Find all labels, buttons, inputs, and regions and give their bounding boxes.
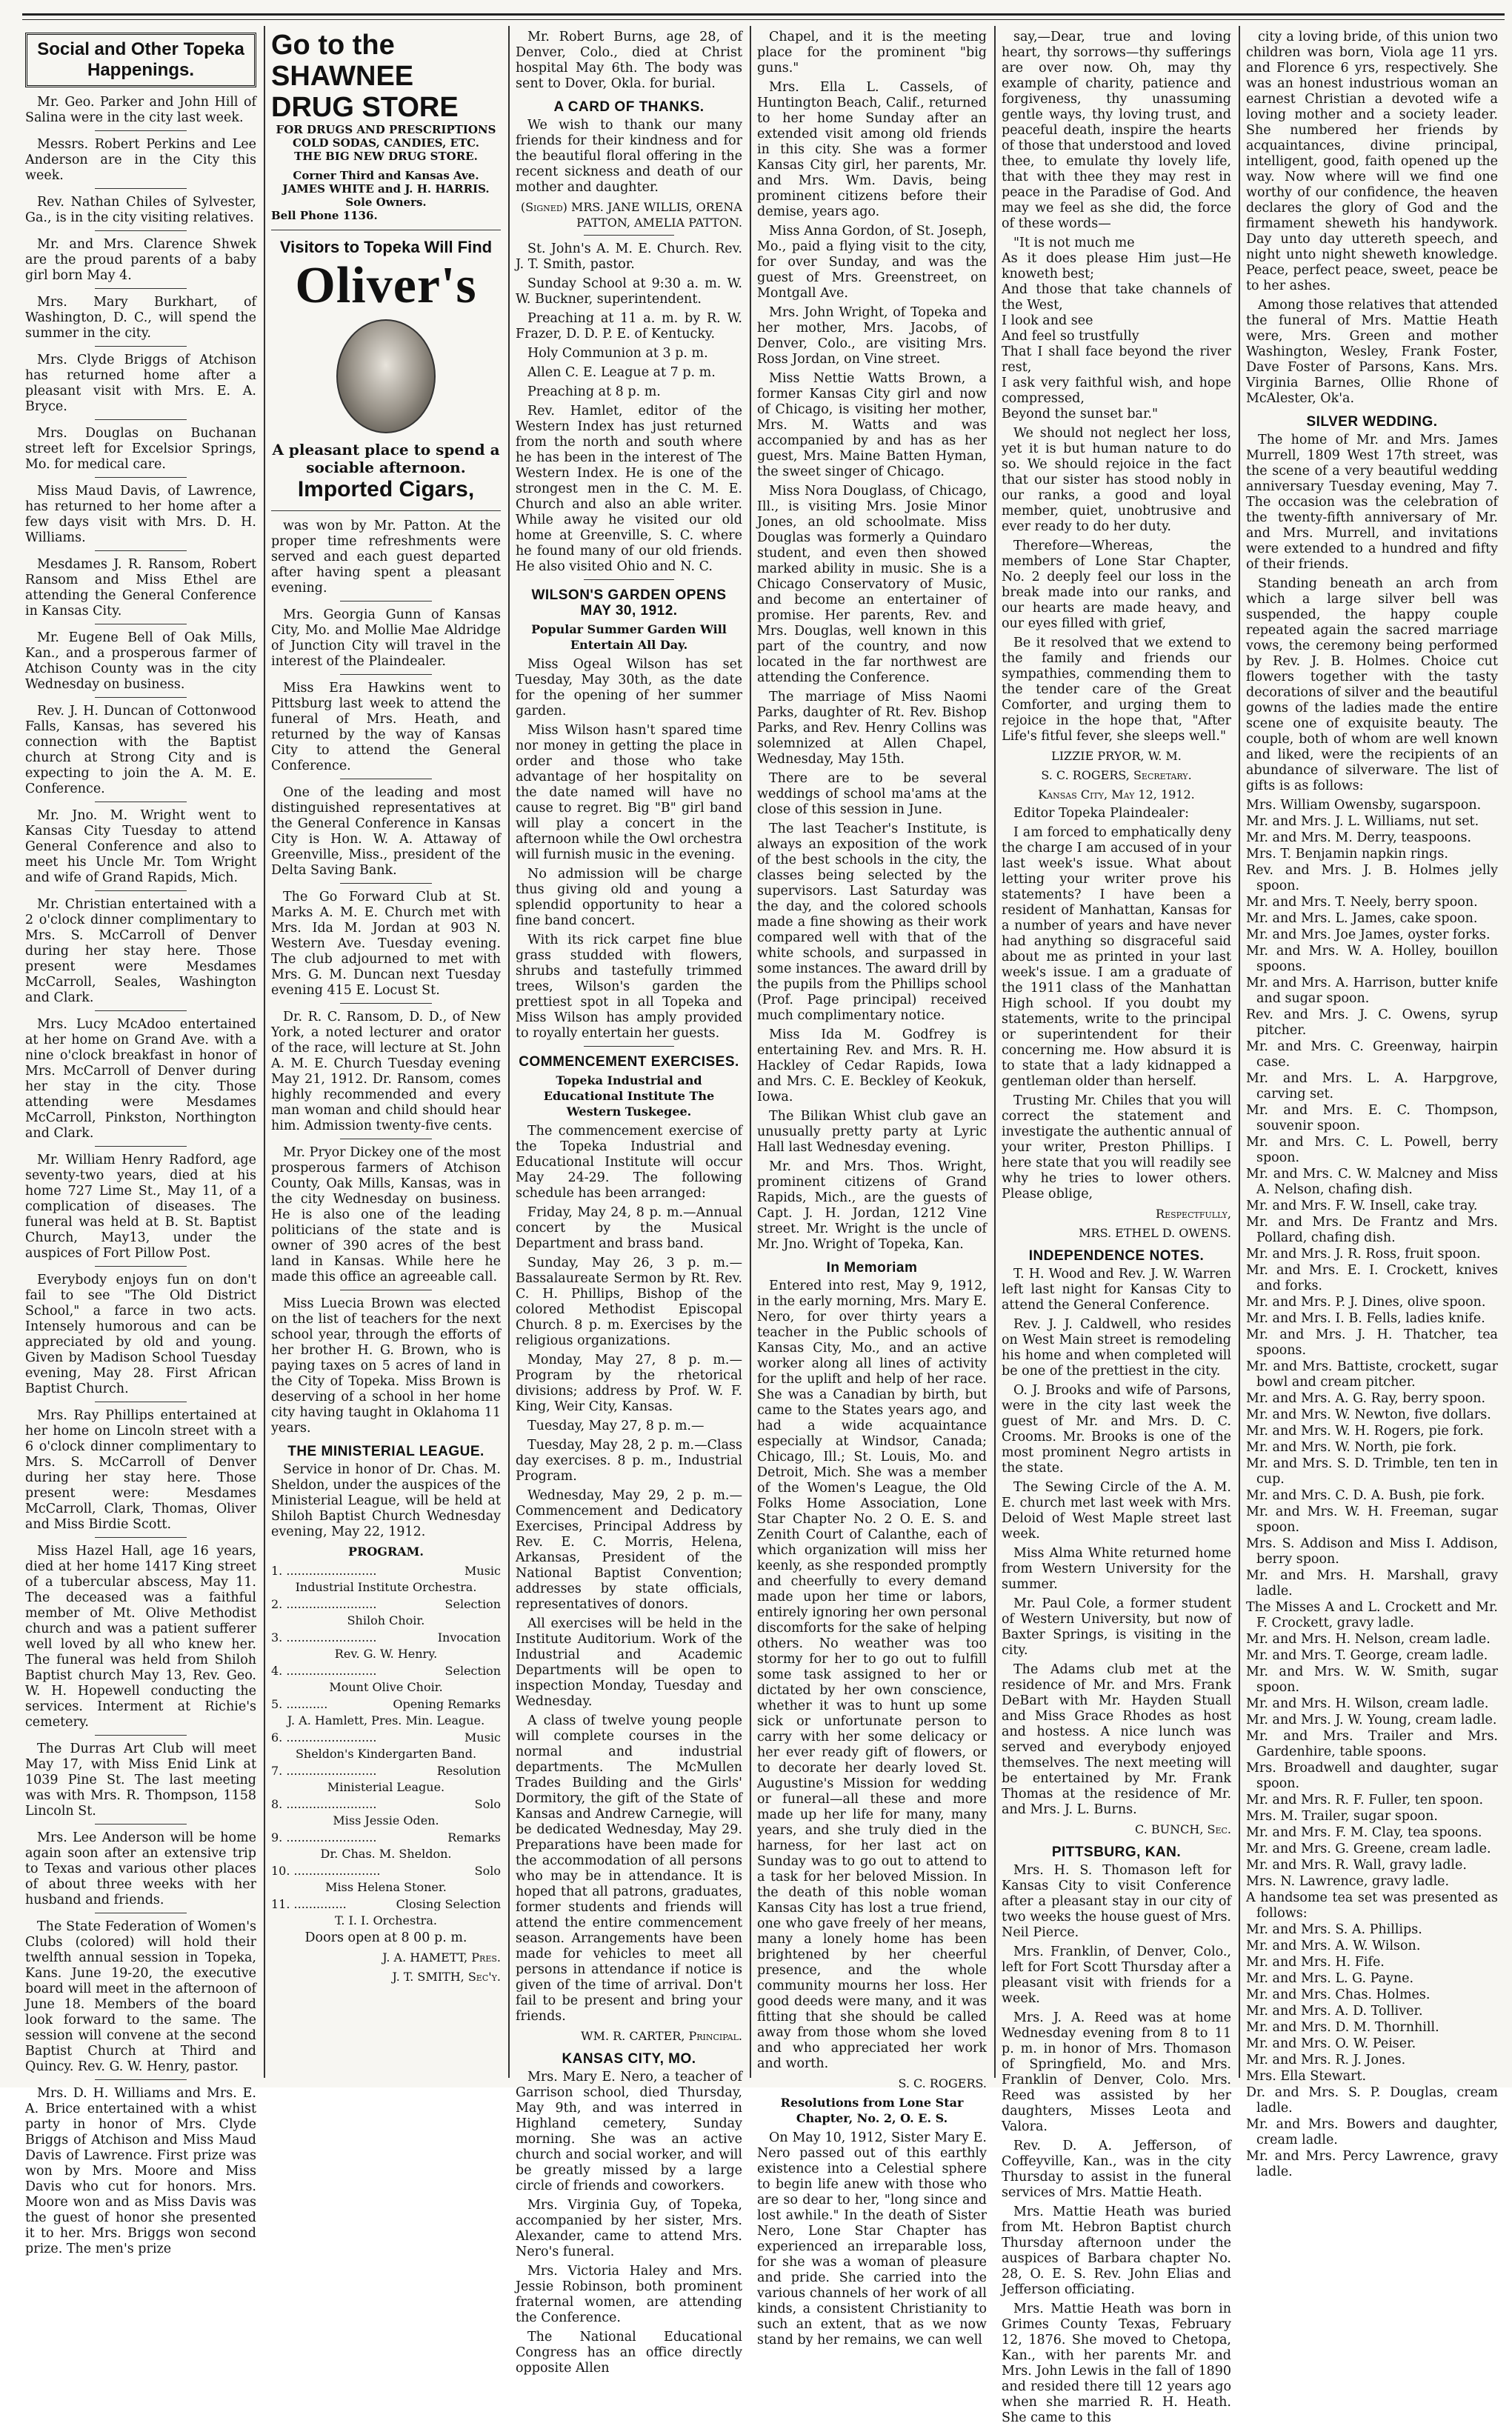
signature: J. A. HAMETT, Pres.: [382, 1950, 501, 1965]
program-entry: [271, 1697, 501, 1712]
divider: [95, 1010, 187, 1011]
divider: [95, 1735, 187, 1736]
commencement-heading: COMMENCEMENT EXERCISES.: [519, 1054, 739, 1070]
program-item: Remarks: [447, 1830, 501, 1845]
divider: [95, 1824, 187, 1825]
gift-entry: Mr. and Mrs. L. A. Harpgrove, carving set.: [1246, 1071, 1498, 1102]
news-item: No admission will be charge thus giving old and young a splendid opportunity to hear a fine band concert.: [516, 867, 742, 928]
divider: [95, 346, 187, 347]
ad-line: COLD SODAS, CANDIES, ETC.: [292, 136, 480, 150]
news-item: I am forced to emphatically deny the charge I am accused of in your last week's issue. What about letting your writer prove his statements? I have been a resident of Manhattan, Kansas for a number of years and have never had anything so disgraceful said about me as printed in your last week's issue. I am a graduate of the 1911 class of the Manhattan High school. If you doubt my statements, write to the principal or superintendent for their concerning me. How absurd it is to state that a lady kidnapped a gentleman older than herself.: [1002, 825, 1231, 1089]
gift-entry: Mr. and Mrs. A. Harrison, butter knife and sugar spoon.: [1246, 976, 1498, 1006]
signature: (Signed) MRS. JANE WILLIS, ORENA PATTON, AMELIA PATTON.: [520, 200, 742, 230]
doors-open: Doors open at 8 00 p. m.: [304, 1930, 467, 1945]
news-item: Monday, May 27, 8 p. m.—Program by the rhetorical divisions; address by Prof. W. F. King, Weir City, Kansas.: [516, 1353, 742, 1414]
news-item: The Bilikan Whist club gave an unusually pretty party at Lyric Hall last Wednesday evening.: [757, 1109, 987, 1155]
gift-entry: Mr. and Mrs. R. F. Fuller, ten spoon.: [1246, 1793, 1484, 1807]
gift-entry: Mrs. N. Lawrence, gravy ladle.: [1246, 1874, 1450, 1889]
program-performer: Shiloh Choir.: [347, 1613, 425, 1627]
news-item: Mrs. Clyde Briggs of Atchison has returned home after a pleasant visit with Mrs. E. A. Bryce.: [25, 353, 256, 414]
divider: [584, 235, 674, 236]
news-item: St. John's A. M. E. Church. Rev. J. T. Smith, pastor.: [516, 241, 742, 272]
news-item: Miss Wilson hasn't spared time nor money in getting the place in order and those who take advantage of her hospitality on the date named will have no cause to regret. Big "B" girl band will play a concert in the afternoon while the Owl orchestra will furnish music in the evening.: [516, 723, 742, 862]
gift-entry: Mr. and Mrs. Joe James, oyster forks.: [1246, 927, 1491, 942]
news-item: The home of Mr. and Mrs. James Murrell, 1809 West 17th street, was the scene of a very beautiful wedding anniversary Tuesday evening, May 7. The occasion was the celebration of the twenty-fifth anniversary of Mr. and Mrs. Murrell, and invitations were extended to a hundred and fifty of their friends.: [1246, 433, 1498, 572]
program-entry: [271, 1764, 501, 1779]
ad-olivers-tagline: A pleasant place to spend a sociable afternoon.: [272, 441, 500, 476]
gift-entry: Mr. and Mrs. A. W. Wilson.: [1246, 1939, 1421, 1953]
program-item: Solo: [474, 1797, 501, 1811]
news-item: Mrs. Virginia Guy, of Topeka, accompanied by her sister, Mrs. Alexander, came to attend Mrs. Nero's funeral.: [516, 2198, 742, 2259]
program-item: Solo: [474, 1864, 501, 1878]
gift-entry: Mr. and Mrs. P. J. Dines, olive spoon.: [1246, 1295, 1486, 1310]
news-item: Standing beneath an arch from which a large silver bell was suspended, the happy couple repeated again the sacred marriage vows, the ceremony being performed by Rev. J. B. Holmes. Choice cut flowers together with the tasty decorations of silver and the beautiful gowns of the ladies made the entire scene one of exquisite beauty. The couple, both of whom are well known and liked, were the recipients of an abundance of silverware. The list of gifts is as follows:: [1246, 576, 1498, 793]
news-item: Miss Ida M. Godfrey is entertaining Rev. and Mrs. R. H. Hackley of Cedar Rapids, Iowa and Mrs. C. E. Beckley of Keokuk, Iowa.: [757, 1027, 987, 1104]
news-item: Sunday School at 9:30 a. m. W. W. Buckner, superintendent.: [516, 276, 742, 307]
gift-entry: Mr. and Mrs. R. J. Jones.: [1246, 2053, 1406, 2067]
letter-items: [1002, 806, 1231, 1202]
independence-notes-heading: INDEPENDENCE NOTES.: [1028, 1248, 1205, 1264]
news-item: Mrs. Mary E. Nero, a teacher of Garrison school, died Thursday, May 9th, and was interred in Highland cemetery, Sunday morning. She was an active church and social worker, and will be greatly missed by a large circle of friends and coworkers.: [516, 2070, 742, 2193]
column-1: [25, 30, 256, 2256]
news-item: The last Teacher's Institute, is always an exposition of the work of the best schools in the city, the classes being selected by the supervisors. Last Saturday was the day, and the colored schools made a fine showing as their work compared well with that of the white schools, and surpassed in some instances. The award drill by the pupils from the Phillips school (Prof. Page principal) received much complimentary notice.: [757, 822, 987, 1023]
news-item: Dr. R. C. Ransom, D. D., of New York, a noted lecturer and orator of the race, will lecture at St. John A. M. E. Church Tuesday evening May 21, 1912. Dr. Ransom, comes highly recommended and every man woman and child should hear him. Admission twenty-five cents.: [271, 1010, 501, 1133]
news-item: Mrs. Lee Anderson will be home again soon after an extensive trip to Texas and various other places of about three weeks with her husband and friends.: [25, 1830, 256, 1907]
news-item: Mrs. J. A. Reed was at home Wednesday evening from 8 to 11 p. m. in honor of Mrs. Thomason of Springfield, Mo. and Mrs. Franklin of Denver, Colo. Mrs. Reed was assisted by her daughters, Misses Leota and Valora.: [1002, 2010, 1231, 2134]
gift-entry: Mrs. S. Addison and Miss I. Addison, berry spoon.: [1246, 1536, 1498, 1567]
column-rule: [264, 26, 265, 2078]
divider: [584, 579, 674, 580]
gift-entry: Mr. and Mrs. E. I. Crockett, knives and forks.: [1246, 1263, 1498, 1293]
news-item: There are to be several weddings of school ma'ams at the close of this session in June.: [757, 771, 987, 817]
silver-wedding-heading: SILVER WEDDING.: [1306, 414, 1438, 430]
news-item: Messrs. Robert Perkins and Lee Anderson are in the City this week.: [25, 137, 256, 183]
divider: [95, 890, 187, 891]
divider: [95, 288, 187, 289]
gift-entry: Mr. and Mrs. C. D. A. Bush, pie fork.: [1246, 1488, 1485, 1503]
gift-entry: Mr. and Mrs. W. A. Holley, bouillon spoons.: [1246, 944, 1498, 974]
in-memoriam-items: [757, 1279, 987, 2072]
in-memoriam-heading: In Memoriam: [826, 1260, 918, 1276]
kansas-city-heading: KANSAS CITY, MO.: [562, 2051, 696, 2067]
program-performer: Rev. G. W. Henry.: [334, 1647, 438, 1661]
gift-entry: Mr. and Mrs. W. North, pie fork.: [1246, 1440, 1457, 1455]
news-item: Miss Ogeal Wilson has set Tuesday, May 30th, as the date for the opening of her summer garden.: [516, 657, 742, 719]
program-item: Invocation: [437, 1630, 501, 1644]
ad-olivers-lead: Visitors to Topeka Will Find: [279, 238, 493, 256]
column-6-items: [1246, 30, 1498, 407]
signature: WM. R. CARTER, Principal.: [581, 2029, 742, 2043]
news-item: Mr. William Henry Radford, age seventy-two years, died at his home 727 Lime St., May 11, of a complication of diseases. The funeral was held at B. St. Baptist Church, May13, under the auspices of Fort Pillow Post.: [25, 1153, 256, 1261]
news-item: Miss Alma White returned home from Western University for the summer.: [1002, 1546, 1231, 1592]
gift-entry: Mr. and Mrs. T. George, cream ladle.: [1246, 1648, 1488, 1663]
news-item: Mr. and Mrs. Clarence Shwek are the proud parents of a baby girl born May 4.: [25, 237, 256, 283]
gift-entry: Mr. and Mrs. S. D. Trimble, ten ten in cup.: [1246, 1456, 1498, 1487]
top-border: [22, 13, 1505, 16]
news-item: Rev. J. H. Duncan of Cottonwood Falls, Kansas, has severed his connection with the Baptist church at Strong City and is expecting to join the A. M. E. Conference.: [25, 704, 256, 796]
column-6: [1246, 30, 1498, 2179]
gift-entry: Mr. and Mrs. S. A. Phillips.: [1246, 1922, 1422, 1937]
news-item: One of the leading and most distinguished representatives at the General Conference in Kansas City is Hon. W. A. Attaway of Greenville, Miss., president of the Delta Saving Bank.: [271, 785, 501, 878]
column-4-items: [757, 30, 987, 1253]
program-entry: [271, 1830, 501, 1845]
program-performer: J. A. Hamlett, Pres. Min. League.: [287, 1713, 485, 1727]
gift-entry: Mr. and Mrs. J. W. Young, cream ladle.: [1246, 1713, 1497, 1727]
gift-entry: A handsome tea set was presented as follows:: [1246, 1890, 1498, 1921]
column-5-items: [1002, 30, 1231, 744]
news-item: Mrs. D. H. Williams and Mrs. E. A. Brice entertained with a whist party in honor of Mrs. Clyde Briggs of Atchison and Miss Maud Davis of Lawrence. First prize was won by Mrs. Moore and Miss Davis who cut for honors. Mrs. Moore won and as Miss Davis was the guest of honor she presented it to her. Mrs. Briggs won second prize. The men's prize: [25, 2086, 256, 2256]
gift-entry: Mr. and Mrs. J. L. Williams, nut set.: [1246, 814, 1479, 829]
news-item: Miss Luecia Brown was elected on the list of teachers for the next school year, through the efforts of her brother H. G. Brown, who is paying taxes on 5 acres of land in the City of Topeka. Miss Brown is deserving of a school in her home city having taught in Oklahoma 11 years.: [271, 1296, 501, 1436]
news-item: Mr. Geo. Parker and John Hill of Salina were in the city last week.: [25, 95, 256, 125]
news-item: Mrs. H. S. Thomason left for Kansas City to visit Conference after a pleasant stay in our city of two weeks the house guest of Mrs. Neil Pierce.: [1002, 1863, 1231, 1940]
gift-entry: Rev. and Mrs. J. C. Owens, syrup pitcher.: [1246, 1007, 1498, 1038]
program-number: 2. ........................: [271, 1597, 377, 1611]
news-item: A class of twelve young people will complete courses in the normal and industrial departments. The McMullen Trades Building and the Girls' Dormitory, the gift of the State of Kansas and Andrew Carnegie, will be dedicated Wednesday, May 29. Preparations have been made for the accommodation of all persons who may be in attendance. It is hoped that all patrons, graduates, former students and friends will attend the entire commencement season. Arrangements have been made for vehicles to meet all persons in attendance if notice is given of the time of arrival. Don't fail to be present and bring your friends.: [516, 1713, 742, 2024]
signature: Kansas City, May 12, 1912.: [1038, 787, 1195, 802]
gift-entry: Mr. and Mrs. J. R. Ross, fruit spoon.: [1246, 1247, 1481, 1262]
gift-entry: Mr. and Mrs. W. H. Rogers, pie fork.: [1246, 1424, 1484, 1439]
news-item: was won by Mr. Patton. At the proper time refreshments were served and each guest departed after having spent a pleasant evening.: [271, 519, 501, 596]
ministerial-league-text: Service in honor of Dr. Chas. M. Sheldon, under the auspices of the Ministerial League, will be held at Shiloh Baptist Church Wednesday evening, May 22, 1912.: [271, 1462, 501, 1539]
program-number: 10. .......................: [271, 1864, 381, 1878]
wilsons-garden-items: [516, 657, 742, 1042]
program-number: 9. ........................: [271, 1830, 377, 1845]
news-item: Tuesday, May 27, 8 p. m.—: [527, 1419, 705, 1433]
news-item: Among those relatives that attended the funeral of Mrs. Mattie Heath were, Mrs. Green and mother Washington, Wesley, Frank Foster, Dave Foster of Parsons, Kans. Mrs. Virginia Barnes, Ollie Rhone of McAlester, Ok'a.: [1246, 298, 1498, 406]
program-entry: [271, 1564, 501, 1579]
signature: LIZZIE PRYOR, W. M.: [1051, 749, 1182, 763]
program-performer: T. I. I. Orchestra.: [335, 1913, 437, 1927]
news-item: Mesdames J. R. Ransom, Robert Ransom and Miss Ethel are attending the General Conference in Kansas City.: [25, 557, 256, 619]
portrait-image: [336, 319, 436, 433]
program-number: 7. ........................: [271, 1764, 377, 1778]
card-of-thanks-text: We wish to thank our many friends for their kindness and for the beautiful floral offering in the recent sickness and death of our mother and daughter.: [516, 118, 742, 195]
gift-entry: Mr. and Mrs. W. W. Smith, sugar spoon.: [1246, 1664, 1498, 1695]
divider: [95, 477, 187, 478]
gift-entry: Mrs. William Owensby, sugarspoon.: [1246, 798, 1482, 813]
news-item: Trusting Mr. Chiles that you will correct the statement and investigate the authentic annual of your writer, Preston Phillips. I here state that you will readily see why he tries to lower others. Please oblige,: [1002, 1093, 1232, 1202]
ad-line: Sole Owners.: [345, 196, 427, 209]
news-item: Mr. Jno. M. Wright went to Kansas City Tuesday to attend General Conference and also to meet his Uncle Mr. Tom Wright and wife of Grand Rapids, Mich.: [25, 808, 256, 885]
ad-line: THE BIG NEW DRUG STORE.: [294, 150, 478, 163]
news-item: The State Federation of Women's Clubs (colored) will hold their twelfth annual session in Topeka, Kans. June 19-20, the executive board will meet in the afternoon of June 18. Members of the board look forward to the same. The session will convene at the second Baptist Church at Third and Quincy. Rev. G. W. Henry, pastor.: [25, 1919, 256, 2074]
divider: [95, 550, 187, 551]
news-item: Tuesday, May 28, 2 p. m.—Class day exercises. 8 p. m., Industrial Program.: [516, 1438, 742, 1484]
column-rule: [1239, 26, 1240, 2078]
program-entry: [271, 1664, 501, 1679]
divider: [95, 1146, 187, 1147]
news-item: Holy Communion at 3 p. m.: [527, 346, 708, 361]
news-item: T. H. Wood and Rev. J. W. Warren left last night for Kansas City to attend the General Conference.: [1002, 1267, 1231, 1313]
ad-olivers-cigars: Imported Cigars,: [297, 477, 475, 501]
gift-entry: Mr. and Mrs. M. Derry, teaspoons.: [1246, 830, 1472, 845]
news-item: Friday, May 24, 8 p. m.—Annual concert by the Musical Department and brass band.: [516, 1205, 742, 1251]
news-item: Mrs. Franklin, of Denver, Colo., left for Fort Scott Thursday after a pleasant visit with friends for a week.: [1002, 1945, 1231, 2006]
gift-entry: Mr. and Mrs. Bowers and daughter, cream ladle.: [1246, 2117, 1498, 2147]
program-entry: [271, 1730, 501, 1745]
news-item: The Adams club met at the residence of Mr. and Mrs. Frank DeBart with Mr. Hayden Stuall and Miss Grace Rhodes as host and hostess. A nice lunch was served and everybody enjoyed themselves. The next meeting will be entertained by Mr. Frank Thomas at the residence of Mr. and Mrs. J. L. Burns.: [1002, 1662, 1231, 1817]
news-item: Mrs. Lucy McAdoo entertained at her home on Grand Ave. with a nine o'clock breakfast in honor of Mrs. McCarroll of Denver during her stay in the city. Those attending were Mesdames McCarroll, Pinkston, Northington and Clark.: [25, 1017, 256, 1141]
resolutions-items: [757, 2130, 987, 2348]
signature: C. BUNCH, Sec.: [1135, 1822, 1231, 1836]
news-item: The Sewing Circle of the A. M. E. church met last week with Mrs. Deloid of West Maple street last week.: [1002, 1480, 1231, 1542]
divider: [95, 188, 187, 189]
program-number: 3. ........................: [271, 1630, 377, 1644]
gift-entry: Mr. and Mrs. A. D. Tolliver.: [1246, 2004, 1423, 2019]
gift-entry: Mr. and Mrs. D. M. Thornhill.: [1246, 2020, 1439, 2035]
ad-olivers: [271, 238, 501, 511]
program-number: 6. ........................: [271, 1730, 377, 1744]
gift-entry: Mrs. Ella Stewart.: [1246, 2069, 1367, 2084]
news-item: The National Educational Congress has an office directly opposite Allen: [516, 2330, 742, 2376]
program-heading: PROGRAM.: [348, 1544, 424, 1559]
divider: [95, 1537, 187, 1538]
news-item: Rev. J. J. Caldwell, who resides on West Main street is remodeling his home and when completed will be one of the prettiest in the city.: [1002, 1317, 1231, 1379]
divider: [95, 130, 187, 131]
divider: [340, 1003, 432, 1004]
program-performer: Miss Helena Stoner.: [325, 1880, 447, 1894]
pittsburg-items: [1002, 1863, 1231, 2426]
column-2: [271, 30, 501, 2074]
pittsburg-heading: PITTSBURG, KAN.: [1051, 1845, 1182, 1860]
wilsons-garden-subheading: Popular Summer Garden Will Entertain All Day.: [531, 622, 727, 652]
news-item: Chapel, and it is the meeting place for the prominent "big guns.": [757, 30, 987, 76]
gift-entry: Mrs. M. Trailer, sugar spoon.: [1246, 1809, 1438, 1824]
gift-entry: Mr. and Mrs. F. M. Clay, tea spoons.: [1246, 1825, 1482, 1840]
news-item: Miss Anna Gordon, of St. Joseph, Mo., paid a flying visit to the city, for over Sunday, and was the guest of Mrs. Greenstreet, on Montgall Ave.: [757, 224, 987, 301]
divider: [340, 883, 432, 884]
gift-entry: Dr. and Mrs. S. P. Douglas, cream ladle.: [1246, 2085, 1498, 2116]
news-item: Rev. Hamlet, editor of the Western Index has just returned from the north and south where he has been in the interest of The Western Index. He is one of the strongest men in the C. M. E. Church and also an able writer. While away he visited our old home at Greenville, S. C. where he found many of our old friends. He also visited Ohio and N. C.: [516, 404, 742, 574]
column-4: [757, 30, 987, 2347]
gift-entry: Mr. and Mrs. E. C. Thompson, souvenir spoon.: [1246, 1103, 1498, 1133]
program-item: Selection: [444, 1597, 501, 1611]
column-2-items: [271, 519, 501, 1436]
news-item: "It is not much me As it does please Him just—He knoweth best; And those that take channels of the West, I look and see And feel so trustfully That I shall face beyond the river rest, I ask very faithful wish, and hope compressed, Beyond the sunset bar.": [1002, 236, 1231, 421]
news-item: Mr. Christian entertained with a 2 o'clock dinner complimentary to Mrs. S. McCarroll of Denver during her stay here. Those present were Mesdames McCarroll, Seales, Washington and Clark.: [25, 897, 256, 1005]
gift-entry: Mr. and Mrs. I. B. Fells, ladies knife.: [1246, 1311, 1485, 1326]
news-item: Miss Era Hawkins went to Pittsburg last week to attend the funeral of Mrs. Heath, and returned by the way of Kansas City to attend the General Conference.: [271, 681, 501, 773]
gift-entry: Mr. and Mrs. Trailer and Mrs. Gardenhire, table spoons.: [1246, 1729, 1498, 1759]
gift-entry: Mr. and Mrs. H. Fife.: [1246, 1955, 1385, 1970]
news-item: Entered into rest, May 9, 1912, in the early morning, Mrs. Mary E. Nero, for over thirty years a teacher in the Public schools of Kansas City, Mo., and an active worker along all lines of activity for the uplift and help of her race. She was a Canadian by birth, but came to the States years ago, and had a wide acquaintance especially at Windsor, Canada; Chicago, Ill.; St. Louis, Mo. and Detroit, Mich. She was a member of the Women's League, the Old Folks Home Association, Lone Star Chapter No. 2 O. E. S. and Zenith Court of Calanthe, each of which organization will miss her keenly, as she responded promptly and cheerfully to every demand made upon her time or labors, entirely ignoring her own personal discomforts for the sake of helping others. No weather was too stormy for her to go out to fulfill some task assigned to her or dictated by her own conscience, whether it was to hunt up some sick or unfortunate person to carry with her some delicacy or her ever ready gift of flowers, or to decorate her dearly loved St. Augustine's Mission for wedding or funeral—all these and more made up her life for many, many years, and she truly died in the harness, for her last act on Sunday was to go out to attend to a task for her beloved Mission. In the death of this noble woman Kansas City has lost a true friend, one who gave freely of her means, many a lonely home has been brightened by her cheerful presence, and the whole community mourns her loss. Her good deeds were many, and it was fitting that she should be called away from those whom she loved and who appreciated her work and worth.: [757, 1279, 987, 2071]
news-item: Mr. Eugene Bell of Oak Mills, Kan., and a prosperous farmer of Atchison County was in the city Wednesday on business.: [25, 630, 256, 692]
program-performer: Miss Jessie Oden.: [333, 1813, 439, 1827]
news-item: Therefore—Whereas, the members of Lone Star Chapter, No. 2 deeply feel our loss in the break made into our ranks, and our hearts are made heavy, and our eyes filled with grief,: [1002, 539, 1231, 631]
news-item: Be it resolved that we extend to the family and friends our sympathies, commending them to the tender care of the Great Comforter, and urging them to rejoice in the hope that, "After Life's fitful fever, she sleeps well.": [1002, 636, 1231, 744]
ad-line: FOR DRUGS AND PRESCRIPTIONS: [276, 123, 496, 136]
news-item: O. J. Brooks and wife of Parsons, were in the city last week the guest of Mr. and Mrs. D. C. Crooms. Mr. Brooks is one of the most prominent Negro artists in the state.: [1002, 1383, 1231, 1476]
gift-entry: Mr. and Mrs. W. Newton, five dollars.: [1246, 1407, 1491, 1422]
program-entry: [271, 1864, 501, 1879]
section-header-social: Social and Other Topeka Happenings.: [25, 33, 256, 87]
column-rule: [994, 26, 996, 2078]
gift-entry: Mr. and Mrs. H. Nelson, cream ladle.: [1246, 1632, 1491, 1647]
resolutions-heading: Resolutions from Lone Star Chapter, No. 2, O. E. S.: [780, 2096, 964, 2125]
news-item: Mrs. Victoria Haley and Mrs. Jessie Robinson, both prominent fraternal women, are attending the Conference.: [516, 2264, 742, 2325]
news-item: Mrs. Douglas on Buchanan street left for Excelsior Springs, Mo. for medical care.: [25, 426, 256, 472]
divider: [584, 1046, 674, 1047]
news-item: say,—Dear, true and loving heart, thy sorrows—thy sufferings are over now. Oh, may thy example of charity, patience and forgiveness, thy unassuming gentle ways, thy loving trust, and peaceful death, inspire the hearts of those that understood and loved thee, to emulate thy lovely life, that with thee they may rest in peace in the Paradise of God. And may we feel as she did, the force of these words—: [1002, 30, 1232, 231]
news-item: Mr. and Mrs. Thos. Wright, prominent citizens of Grand Rapids, Mich., are the guests of Capt. J. H. Jordan, 1212 Vine street. Mr. Wright is the uncle of Mr. Jno. Wright of Topeka, Kan.: [757, 1159, 987, 1252]
gift-entry: Mr. and Mrs. A. G. Ray, berry spoon.: [1246, 1391, 1486, 1406]
program-number: 8. ........................: [271, 1797, 377, 1811]
program-number: 4. ........................: [271, 1664, 377, 1678]
news-item: Mrs. Mattie Heath was born in Grimes County Texas, February 12, 1876. She moved to Chetopa, Kan., with her parents Mr. and Mrs. John Lewis in the fall of 1890 and resided there till 12 years ago when she married R. H. Heath. She came to this: [1002, 2302, 1231, 2425]
gift-entry: Mr. and Mrs. J. H. Thatcher, tea spoons.: [1246, 1327, 1498, 1358]
gift-entry: Mr. and Mrs. Battiste, crockett, sugar bowl and cream pitcher.: [1246, 1359, 1498, 1390]
news-item: Rev. Nathan Chiles of Sylvester, Ga., is in the city visiting relatives.: [25, 195, 256, 225]
program-entry: [271, 1797, 501, 1812]
gift-entry: Mr. and Mrs. F. W. Insell, cake tray.: [1246, 1199, 1478, 1213]
gift-entry: Mr. and Mrs. L. G. Payne.: [1246, 1971, 1414, 1986]
gift-entry: Mr. and Mrs. H. Marshall, gravy ladle.: [1246, 1568, 1498, 1599]
independence-notes-items: [1002, 1267, 1231, 1818]
program-entry: [271, 1897, 501, 1912]
gift-entry: The Misses A and L. Crockett and Mr. F. Crockett, gravy ladle.: [1246, 1600, 1498, 1630]
gift-entry: Mr. and Mrs. H. Wilson, cream ladle.: [1246, 1696, 1489, 1711]
ad-line: JAMES WHITE and J. H. HARRIS.: [282, 182, 490, 196]
gift-entry: Mr. and Mrs. C. W. Malcney and Miss A. Nelson, chafing dish.: [1246, 1167, 1498, 1197]
news-item: city a loving bride, of this union two children was born, Viola age 11 yrs. and Florence 6 yrs, respectively. She was an honest industrious woman an earnest Christian a devoted wife a loving mother and a society leader. She numbered her friends by acquaintances, divine principal, intelligent, good, faith opened up the way. Now where will we find one worthy of our confidence, the heaven declares the glory of God and the firmament sheweth his handywork. Day unto day uttereth speech, and night unto night sheweth knowledge. Peace, perfect peace, sweet, peace be to her ashes.: [1246, 30, 1498, 293]
program-number: 1. ........................: [271, 1564, 377, 1578]
news-item: The Go Forward Club at St. Marks A. M. E. Church met with Mrs. Ida M. Jordan at 903 N. Western Ave. Tuesday evening. The club adjourned to met with Mrs. G. M. Duncan next Tuesday evening 415 E. Locust St.: [271, 890, 501, 998]
signature: MRS. ETHEL D. OWENS.: [1079, 1226, 1231, 1240]
column-rule: [508, 26, 510, 2078]
ad-olivers-name: Oliver's: [295, 257, 477, 314]
news-item: We should not neglect her loss, yet it is but human nature to do so. We should rejoice in the fact that our sister has stood nobly in our ranks, a good and loyal member, quiet, unobtrusive and ever ready to do her duty.: [1002, 426, 1231, 534]
silver-wedding-items: [1246, 433, 1498, 794]
column-3: [516, 30, 742, 2376]
signature: Respectfully,: [1156, 1207, 1231, 1221]
news-item: With its rick carpet fine blue grass studded with flowers, shrubs and tastefully trimmed trees, Wilson's garden the prettiest spot in all Topeka and Miss Wilson has amply provided to royally entertain her guests.: [516, 933, 742, 1041]
news-item: Preaching at 8 p. m.: [527, 384, 661, 399]
news-item: Mrs. Ella L. Cassels, of Huntington Beach, Calif., returned to her home Sunday after an extended visit among old friends in this city. She was a former Kansas City girl, her parents, Mr. and Mrs. Wm. Davis, being prominent citizens before their demise, years ago.: [757, 80, 987, 219]
gift-entry: Mr. and Mrs. G. Greene, cream ladle.: [1246, 1842, 1491, 1856]
divider: [95, 1266, 187, 1267]
gift-entry: Mr. and Mrs. R. Wall, gravy ladle.: [1246, 1858, 1467, 1873]
program-item: Selection: [444, 1664, 501, 1678]
commencement-subheading: Topeka Industrial and Educational Institute The Western Tuskegee.: [543, 1073, 715, 1119]
signature: J. T. SMITH, Sec'y.: [392, 1970, 501, 1984]
program-item: Closing Selection: [396, 1897, 501, 1911]
gift-list: [1246, 798, 1498, 2180]
news-item: All exercises will be held in the Institute Auditorium. Work of the Industrial and Academic Departments will be open to inspection Monday, Tuesday and Wednesday.: [516, 1616, 742, 1709]
news-item: The commencement exercise of the Topeka Industrial and Educational Institute will occur May 24-29. The following schedule has been arranged:: [516, 1124, 742, 1201]
card-of-thanks-heading: A CARD OF THANKS.: [553, 99, 705, 115]
news-item: Miss Nora Douglass, of Chicago, Ill., is visiting Mrs. Josie Minor Jones, an old schoolmate. Miss Douglas was formerly a Quindaro student, and even then showed marked ability in music. She is a Chicago Conservatory of Music, and become an entertainer of promise. Her parents, Rev. and Mrs. Douglas, well known in this part of the country, and now located in the far northwest are attending the Conference.: [757, 484, 987, 685]
gift-entry: Mrs. Broadwell and daughter, sugar spoon.: [1246, 1761, 1498, 1791]
news-item: Mrs. Mary Burkhart, of Washington, D. C., will spend the summer in the city.: [25, 295, 256, 341]
news-item: Mrs. Georgia Gunn of Kansas City, Mo. and Mollie Mae Aldridge of Junction City will travel in the interest of the Plaindealer.: [271, 607, 501, 669]
news-item: On May 10, 1912, Sister Mary E. Nero passed out of this earthly existence into a Celestial sphere to begin life anew with those who are so dear to her, "long since and lost awhile." In the death of Sister Nero, Lone Star Chapter has experienced an irreparable loss, for she was a woman of pleasure and pride. She carried into the various channels of her work of all kinds, a consistent Christianity to such an extent, that as we now stand by her remains, we can well: [757, 2130, 987, 2347]
program-item: Music: [464, 1730, 501, 1744]
news-item: Mr. Paul Cole, a former student of Western University, but now of Baxter Springs, is visiting in the city.: [1002, 1596, 1231, 1658]
column-5: [1002, 30, 1232, 2425]
program-item: Resolution: [436, 1764, 501, 1778]
program-number: 11. ..............: [271, 1897, 347, 1911]
ministerial-league-heading: THE MINISTERIAL LEAGUE.: [287, 1444, 484, 1459]
ad-title: Go to the SHAWNEE DRUG STORE: [271, 30, 459, 123]
news-item: Mrs. John Wright, of Topeka and her mother, Mrs. Jacobs, of Denver, Colo., are visiting Mrs. Ross Jordan, on Vine street.: [757, 305, 987, 367]
news-item: Mr. Robert Burns, age 28, of Denver, Colo., died at Christ hospital May 6th. The body was sent to Dover, Okla. for burial.: [516, 30, 742, 91]
wilsons-garden-heading: WILSON'S GARDEN OPENS MAY 30, 1912.: [531, 587, 727, 619]
divider: [95, 2079, 187, 2080]
gift-entry: Rev. and Mrs. J. B. Holmes jelly spoon.: [1246, 863, 1498, 893]
news-item: Mrs. Ray Phillips entertained at her home on Lincoln street with a 6 o'clock dinner complimentary to Mrs. S. McCarroll of Denver during her stay here. Those present were: Mesdames McCarroll, Clark, Thomas, Oliver and Miss Birdie Scott.: [25, 1408, 256, 1532]
signature: S. C. ROGERS, Secretary.: [1041, 768, 1192, 782]
column-rule: [750, 26, 751, 2078]
news-item: Everybody enjoys fun on don't fail to see "The Old District School," a farce in two acts. Intensely humorous and can be appreciated by old and young. Given by Madison School Tuesday evening, May 28. First African Baptist Church.: [25, 1273, 256, 1396]
program-performer: Dr. Chas. M. Sheldon.: [320, 1847, 452, 1861]
news-item: Editor Topeka Plaindealer:: [1013, 806, 1189, 821]
ad-line: Corner Third and Kansas Ave.: [293, 169, 479, 182]
gift-entry: Mr. and Mrs. L. James, cake spoon.: [1246, 911, 1478, 926]
gift-entry: Mr. and Mrs. O. W. Peiser.: [1246, 2036, 1416, 2051]
column-1-items: [25, 95, 256, 2257]
program-performer: Industrial Institute Orchestra.: [295, 1580, 477, 1594]
news-item: Mrs. Mattie Heath was buried from Mt. Hebron Baptist church Thursday afternoon under the auspices of Barbara chapter No. 28, O. E. S. Rev. John Elias and Jefferson officiating.: [1002, 2205, 1231, 2297]
program-performer: Ministerial League.: [327, 1780, 445, 1794]
program-entry: [271, 1597, 501, 1612]
divider: [95, 230, 187, 231]
program-number: 5. ...........: [271, 1697, 328, 1711]
news-item: Wednesday, May 29, 2 p. m.—Commencement and Dedicatory Exercises, Principal Address by Rev. E. C. Morris, Helena, Arkansas, President of the National Baptist Convention; addresses by state officials, representatives of donors.: [516, 1488, 742, 1612]
news-item: Allen C. E. League at 7 p. m.: [527, 365, 716, 380]
news-item: Miss Nettie Watts Brown, a former Kansas City girl and now of Chicago, is visiting her mother, Mrs. M. Watts and was accompanied by and has as her guest, Mrs. Maine Batten Hyman, the sweet singer of Chicago.: [757, 371, 987, 479]
signature: S. C. ROGERS.: [898, 2076, 987, 2090]
ad-shawnee-drug-store: [271, 30, 501, 230]
program-item: Opening Remarks: [393, 1697, 501, 1711]
news-item: Miss Hazel Hall, age 16 years, died at her home 1417 King street of a tubercular abscess, May 11. The deceased was a faithful member of Mt. Olive Methodist church and was a patient sufferer well loved by all who knew her. The funeral was held from Shiloh Baptist church May 13, Rev. Geo. W. H. Hopewell conducting the services. Interment at Richie's cemetery.: [25, 1544, 256, 1730]
gift-entry: Mr. and Mrs. W. H. Freeman, sugar spoon.: [1246, 1504, 1498, 1535]
program-entry: [271, 1630, 501, 1645]
news-item: Sunday, May 26, 3 p. m.—Bassalaureate Sermon by Rt. Rev. C. H. Phillips, Bishop of the colored Methodist Episcopal Church. 8 p. m. Exercises by the religious organizations.: [516, 1256, 742, 1348]
program-list: [271, 1564, 501, 1928]
column-3-items: [516, 241, 742, 575]
program-performer: Mount Olive Choir.: [329, 1680, 443, 1694]
gift-entry: Mr. and Mrs. C. Greenway, hairpin case.: [1246, 1039, 1498, 1070]
news-item: Miss Maud Davis, of Lawrence, has returned to her home after a few days visit with Mrs. D. H. Williams.: [25, 484, 256, 545]
news-item: The Durras Art Club will meet May 17, with Miss Enid Link at 1039 Pine St. The last meeting was with Mrs. R. Thompson, 1158 Lincoln St.: [25, 1742, 256, 1819]
news-item: The marriage of Miss Naomi Parks, daughter of Rt. Rev. Bishop Parks, and Rev. Henry Collins was solemnized at Allen Chapel, Wednesday, May 15th.: [757, 690, 987, 767]
divider: [95, 419, 187, 420]
ad-line: Bell Phone 1136.: [271, 209, 378, 222]
news-item: Rev. D. A. Jefferson, of Coffeyville, Kan., was in the city Thursday to assist in the funeral services of Mrs. Mattie Heath.: [1002, 2139, 1231, 2200]
top-border-thin: [22, 19, 1505, 20]
gift-entry: Mrs. T. Benjamin napkin rings.: [1246, 847, 1448, 862]
divider: [340, 674, 432, 675]
commencement-items: [516, 1124, 742, 2025]
kansas-city-items: [516, 2070, 742, 2376]
gift-entry: Mr. and Mrs. T. Neely, berry spoon.: [1246, 895, 1478, 910]
gift-entry: Mr. and Mrs. De Frantz and Mrs. Pollard, chafing dish.: [1246, 1215, 1498, 1245]
news-item: Mr. Pryor Dickey one of the most prosperous farmers of Atchison County, Oak Mills, Kansas, was in the city Wednesday on business. He is also one of the leading politicians of the state and is owner of 390 acres of the best land in Kansas. While here he made this office an agreeable call.: [271, 1145, 501, 1284]
program-item: Music: [464, 1564, 501, 1578]
divider: [95, 697, 187, 698]
program-performer: Sheldon's Kindergarten Band.: [295, 1747, 477, 1761]
news-item: Preaching at 11 a. m. by R. W. Frazer, D. D. P. E. of Kentucky.: [516, 311, 742, 341]
gift-entry: Mr. and Mrs. C. L. Powell, berry spoon.: [1246, 1135, 1498, 1165]
gift-entry: Mr. and Mrs. Percy Lawrence, gravy ladle.: [1246, 2149, 1498, 2179]
gift-entry: Mr. and Mrs. Chas. Holmes.: [1246, 1987, 1431, 2002]
